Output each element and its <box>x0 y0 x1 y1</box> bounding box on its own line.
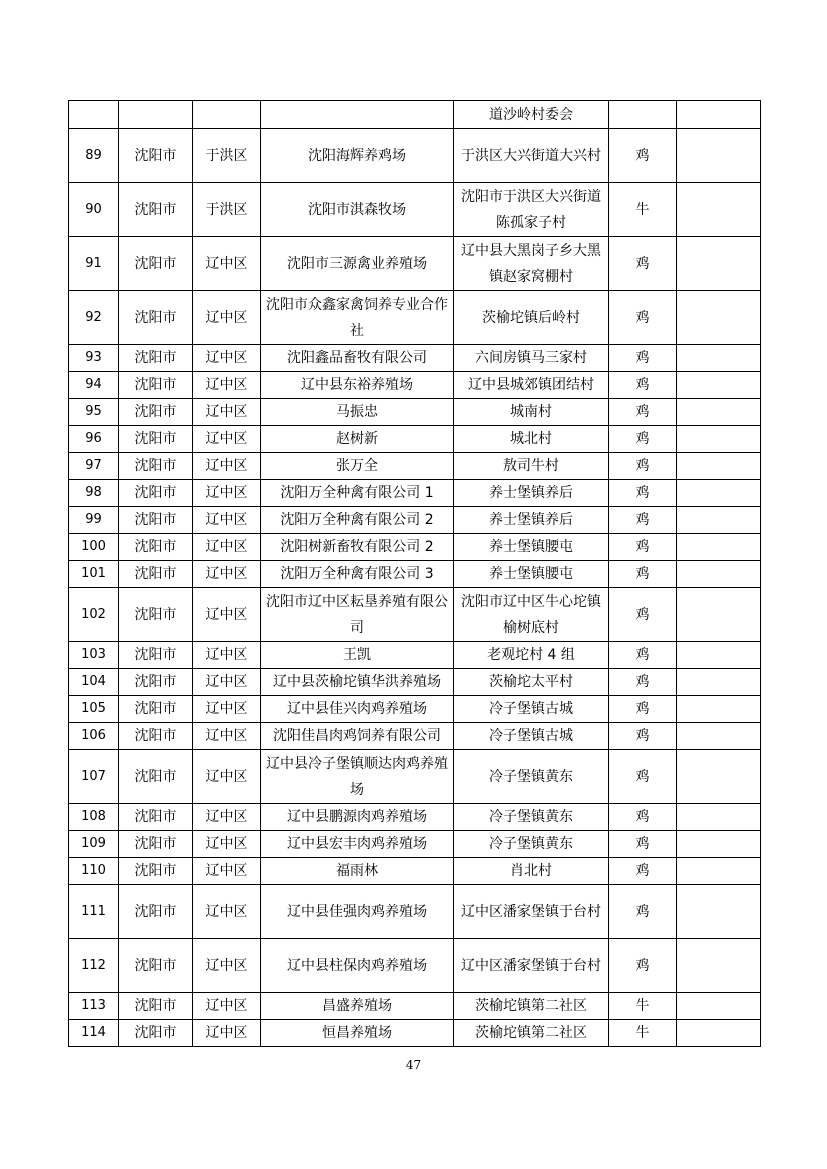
table-row <box>69 588 761 642</box>
cell-animal: 牛 <box>609 993 677 1020</box>
cell-address: 城北村 <box>454 426 609 453</box>
cell-district: 辽中区 <box>193 480 261 507</box>
cell-extra <box>677 101 761 129</box>
cell-city: 沈阳市 <box>119 291 193 345</box>
cell-district: 辽中区 <box>193 534 261 561</box>
cell-extra <box>677 372 761 399</box>
cell-city: 沈阳市 <box>119 129 193 183</box>
cell-city: 沈阳市 <box>119 804 193 831</box>
cell-animal: 鸡 <box>609 345 677 372</box>
table-row <box>69 993 761 1020</box>
cell-name: 辽中县佳兴肉鸡养殖场 <box>261 696 454 723</box>
cell-district: 于洪区 <box>193 129 261 183</box>
cell-district: 辽中区 <box>193 642 261 669</box>
cell-city: 沈阳市 <box>119 831 193 858</box>
cell-name: 辽中县冷子堡镇顺达肉鸡养殖场 <box>261 750 454 804</box>
cell-extra <box>677 237 761 291</box>
cell-address: 于洪区大兴街道大兴村 <box>454 129 609 183</box>
cell-animal: 鸡 <box>609 480 677 507</box>
cell-district: 辽中区 <box>193 804 261 831</box>
cell-extra <box>677 831 761 858</box>
cell-no: 109 <box>69 831 119 858</box>
cell-district: 辽中区 <box>193 453 261 480</box>
table-row <box>69 480 761 507</box>
cell-district: 辽中区 <box>193 588 261 642</box>
cell-extra <box>677 534 761 561</box>
cell-city: 沈阳市 <box>119 453 193 480</box>
table-row <box>69 237 761 291</box>
cell-no: 92 <box>69 291 119 345</box>
cell-no: 113 <box>69 993 119 1020</box>
cell-city: 沈阳市 <box>119 642 193 669</box>
cell-animal: 牛 <box>609 1020 677 1047</box>
cell-name: 辽中县宏丰肉鸡养殖场 <box>261 831 454 858</box>
cell-name <box>261 101 454 129</box>
cell-name: 沈阳鑫品畜牧有限公司 <box>261 345 454 372</box>
table-row <box>69 345 761 372</box>
cell-no: 106 <box>69 723 119 750</box>
cell-extra <box>677 885 761 939</box>
cell-animal: 鸡 <box>609 237 677 291</box>
cell-address: 冷子堡镇黄东 <box>454 831 609 858</box>
cell-extra <box>677 291 761 345</box>
cell-city: 沈阳市 <box>119 561 193 588</box>
cell-name: 赵树新 <box>261 426 454 453</box>
cell-address: 六间房镇马三家村 <box>454 345 609 372</box>
cell-no: 90 <box>69 183 119 237</box>
cell-animal: 鸡 <box>609 939 677 993</box>
table-row <box>69 669 761 696</box>
table-row <box>69 291 761 345</box>
table-row <box>69 723 761 750</box>
cell-animal: 鸡 <box>609 291 677 345</box>
cell-extra <box>677 453 761 480</box>
cell-name: 辽中县佳强肉鸡养殖场 <box>261 885 454 939</box>
cell-no: 101 <box>69 561 119 588</box>
table-row <box>69 507 761 534</box>
table-row <box>69 696 761 723</box>
cell-name: 辽中县东裕养殖场 <box>261 372 454 399</box>
cell-animal: 鸡 <box>609 426 677 453</box>
cell-city: 沈阳市 <box>119 696 193 723</box>
cell-animal: 鸡 <box>609 669 677 696</box>
cell-no: 98 <box>69 480 119 507</box>
cell-district: 辽中区 <box>193 750 261 804</box>
table-row <box>69 534 761 561</box>
cell-district: 辽中区 <box>193 669 261 696</box>
cell-address: 辽中县大黑岗子乡大黑镇赵家窝棚村 <box>454 237 609 291</box>
cell-district: 辽中区 <box>193 831 261 858</box>
cell-district <box>193 101 261 129</box>
table-row <box>69 831 761 858</box>
cell-no <box>69 101 119 129</box>
cell-animal: 鸡 <box>609 534 677 561</box>
cell-address: 道沙岭村委会 <box>454 101 609 129</box>
cell-animal <box>609 101 677 129</box>
cell-city: 沈阳市 <box>119 480 193 507</box>
cell-no: 110 <box>69 858 119 885</box>
cell-district: 辽中区 <box>193 426 261 453</box>
table-row <box>69 642 761 669</box>
table-row <box>69 750 761 804</box>
cell-extra <box>677 642 761 669</box>
cell-name: 沈阳海辉养鸡场 <box>261 129 454 183</box>
cell-extra <box>677 129 761 183</box>
table-row <box>69 858 761 885</box>
cell-city: 沈阳市 <box>119 507 193 534</box>
cell-no: 108 <box>69 804 119 831</box>
cell-city: 沈阳市 <box>119 534 193 561</box>
cell-animal: 鸡 <box>609 507 677 534</box>
cell-address: 辽中区潘家堡镇于台村 <box>454 885 609 939</box>
table-row <box>69 183 761 237</box>
cell-no: 91 <box>69 237 119 291</box>
cell-extra <box>677 507 761 534</box>
cell-extra <box>677 345 761 372</box>
cell-address: 辽中县城郊镇团结村 <box>454 372 609 399</box>
cell-city: 沈阳市 <box>119 372 193 399</box>
cell-extra <box>677 750 761 804</box>
cell-no: 102 <box>69 588 119 642</box>
cell-animal: 鸡 <box>609 129 677 183</box>
cell-district: 辽中区 <box>193 507 261 534</box>
cell-extra <box>677 696 761 723</box>
cell-extra <box>677 723 761 750</box>
cell-name: 福雨林 <box>261 858 454 885</box>
table-row <box>69 804 761 831</box>
table-row <box>69 885 761 939</box>
cell-extra <box>677 858 761 885</box>
table-row <box>69 939 761 993</box>
cell-city: 沈阳市 <box>119 858 193 885</box>
cell-address: 养士堡镇腰屯 <box>454 561 609 588</box>
cell-extra <box>677 804 761 831</box>
cell-city: 沈阳市 <box>119 588 193 642</box>
cell-address: 沈阳市辽中区牛心坨镇榆树底村 <box>454 588 609 642</box>
table-row <box>69 426 761 453</box>
cell-name: 恒昌养殖场 <box>261 1020 454 1047</box>
cell-extra <box>677 561 761 588</box>
cell-city <box>119 101 193 129</box>
cell-district: 辽中区 <box>193 885 261 939</box>
cell-address: 茨榆坨镇第二社区 <box>454 1020 609 1047</box>
cell-address: 老观坨村 4 组 <box>454 642 609 669</box>
table-row <box>69 129 761 183</box>
cell-name: 马振忠 <box>261 399 454 426</box>
cell-no: 111 <box>69 885 119 939</box>
cell-no: 112 <box>69 939 119 993</box>
cell-extra <box>677 480 761 507</box>
cell-name: 沈阳市淇森牧场 <box>261 183 454 237</box>
table-row <box>69 1020 761 1047</box>
cell-name: 沈阳万全种禽有限公司 2 <box>261 507 454 534</box>
cell-address: 茨榆坨镇后岭村 <box>454 291 609 345</box>
cell-city: 沈阳市 <box>119 345 193 372</box>
cell-address: 茨榆坨镇第二社区 <box>454 993 609 1020</box>
cell-district: 辽中区 <box>193 372 261 399</box>
cell-name: 沈阳市三源禽业养殖场 <box>261 237 454 291</box>
cell-name: 沈阳树新畜牧有限公司 2 <box>261 534 454 561</box>
cell-city: 沈阳市 <box>119 885 193 939</box>
table-row <box>69 372 761 399</box>
cell-address: 冷子堡镇古城 <box>454 696 609 723</box>
cell-animal: 鸡 <box>609 885 677 939</box>
cell-no: 100 <box>69 534 119 561</box>
cell-name: 沈阳万全种禽有限公司 1 <box>261 480 454 507</box>
cell-address: 冷子堡镇黄东 <box>454 750 609 804</box>
cell-no: 103 <box>69 642 119 669</box>
cell-name: 辽中县柱保肉鸡养殖场 <box>261 939 454 993</box>
cell-district: 辽中区 <box>193 993 261 1020</box>
farm-registry-table <box>68 100 761 1047</box>
cell-name: 辽中县茨榆坨镇华洪养殖场 <box>261 669 454 696</box>
cell-no: 99 <box>69 507 119 534</box>
cell-animal: 鸡 <box>609 561 677 588</box>
table-row <box>69 399 761 426</box>
cell-no: 94 <box>69 372 119 399</box>
cell-district: 辽中区 <box>193 237 261 291</box>
cell-district: 辽中区 <box>193 723 261 750</box>
cell-animal: 牛 <box>609 183 677 237</box>
cell-no: 97 <box>69 453 119 480</box>
cell-animal: 鸡 <box>609 696 677 723</box>
cell-no: 105 <box>69 696 119 723</box>
cell-no: 89 <box>69 129 119 183</box>
table-row <box>69 561 761 588</box>
cell-city: 沈阳市 <box>119 750 193 804</box>
cell-animal: 鸡 <box>609 858 677 885</box>
cell-address: 养士堡镇养后 <box>454 507 609 534</box>
cell-name: 辽中县鹏源肉鸡养殖场 <box>261 804 454 831</box>
cell-address: 沈阳市于洪区大兴街道陈孤家子村 <box>454 183 609 237</box>
cell-district: 辽中区 <box>193 399 261 426</box>
cell-address: 冷子堡镇黄东 <box>454 804 609 831</box>
cell-no: 95 <box>69 399 119 426</box>
cell-district: 辽中区 <box>193 561 261 588</box>
table-row-continuation <box>69 101 761 129</box>
cell-address: 敖司牛村 <box>454 453 609 480</box>
cell-district: 辽中区 <box>193 1020 261 1047</box>
table-body <box>69 101 761 1047</box>
cell-city: 沈阳市 <box>119 183 193 237</box>
cell-no: 96 <box>69 426 119 453</box>
cell-name: 张万全 <box>261 453 454 480</box>
cell-name: 沈阳市辽中区耘垦养殖有限公司 <box>261 588 454 642</box>
cell-no: 104 <box>69 669 119 696</box>
cell-district: 于洪区 <box>193 183 261 237</box>
cell-extra <box>677 669 761 696</box>
cell-extra <box>677 183 761 237</box>
cell-address: 肖北村 <box>454 858 609 885</box>
cell-extra <box>677 399 761 426</box>
cell-city: 沈阳市 <box>119 426 193 453</box>
cell-animal: 鸡 <box>609 588 677 642</box>
cell-animal: 鸡 <box>609 642 677 669</box>
cell-district: 辽中区 <box>193 345 261 372</box>
cell-district: 辽中区 <box>193 858 261 885</box>
cell-city: 沈阳市 <box>119 237 193 291</box>
cell-city: 沈阳市 <box>119 723 193 750</box>
cell-district: 辽中区 <box>193 939 261 993</box>
cell-no: 107 <box>69 750 119 804</box>
page-number: 47 <box>405 1058 422 1072</box>
cell-extra <box>677 993 761 1020</box>
cell-name: 沈阳市众鑫家禽饲养专业合作社 <box>261 291 454 345</box>
cell-extra <box>677 939 761 993</box>
cell-address: 茨榆坨太平村 <box>454 669 609 696</box>
cell-district: 辽中区 <box>193 696 261 723</box>
cell-animal: 鸡 <box>609 723 677 750</box>
cell-city: 沈阳市 <box>119 939 193 993</box>
cell-extra <box>677 1020 761 1047</box>
table-row <box>69 453 761 480</box>
cell-no: 114 <box>69 1020 119 1047</box>
cell-no: 93 <box>69 345 119 372</box>
cell-extra <box>677 426 761 453</box>
cell-address: 养士堡镇养后 <box>454 480 609 507</box>
cell-address: 城南村 <box>454 399 609 426</box>
cell-address: 养士堡镇腰屯 <box>454 534 609 561</box>
cell-animal: 鸡 <box>609 372 677 399</box>
cell-city: 沈阳市 <box>119 993 193 1020</box>
cell-animal: 鸡 <box>609 804 677 831</box>
cell-name: 沈阳佳昌肉鸡饲养有限公司 <box>261 723 454 750</box>
cell-name: 昌盛养殖场 <box>261 993 454 1020</box>
cell-address: 冷子堡镇古城 <box>454 723 609 750</box>
cell-animal: 鸡 <box>609 750 677 804</box>
cell-address: 辽中区潘家堡镇于台村 <box>454 939 609 993</box>
cell-city: 沈阳市 <box>119 1020 193 1047</box>
cell-city: 沈阳市 <box>119 669 193 696</box>
cell-animal: 鸡 <box>609 831 677 858</box>
cell-name: 沈阳万全种禽有限公司 3 <box>261 561 454 588</box>
cell-name: 王凯 <box>261 642 454 669</box>
cell-district: 辽中区 <box>193 291 261 345</box>
cell-extra <box>677 588 761 642</box>
cell-city: 沈阳市 <box>119 399 193 426</box>
cell-animal: 鸡 <box>609 399 677 426</box>
cell-animal: 鸡 <box>609 453 677 480</box>
